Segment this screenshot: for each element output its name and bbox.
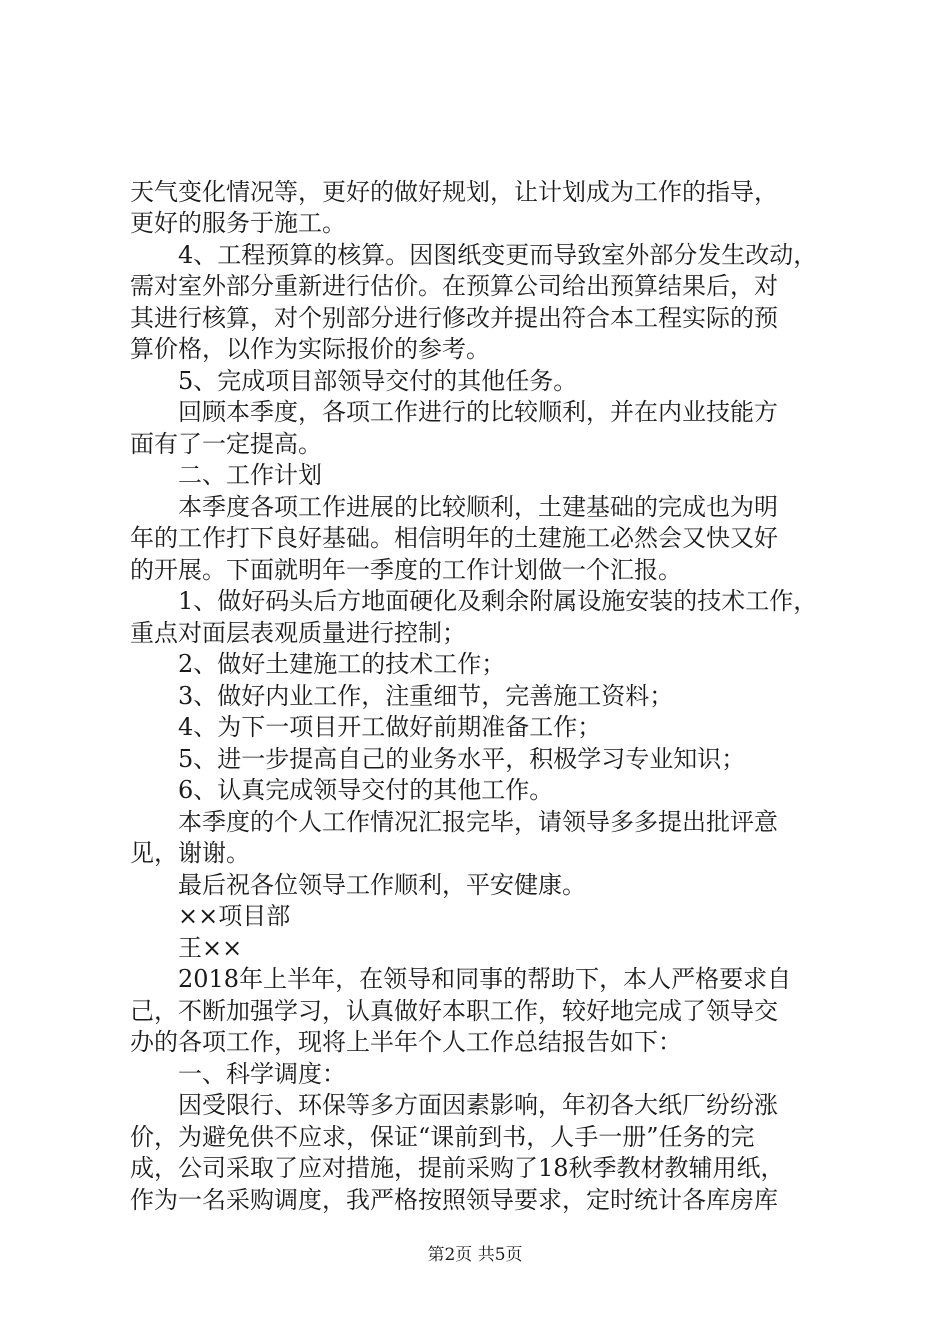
text-line-27: 己，不断加强学习，认真做好本职工作，较好地完成了领导交 [130, 997, 778, 1025]
text-line-8: 回顾本季度，各项工作进行的比较顺利，并在内业技能方 [178, 398, 778, 426]
text-line-13: 的开展。下面就明年一季度的工作计划做一个汇报。 [130, 556, 682, 584]
text-line-26: 2018年上半年，在领导和同事的帮助下，本人严格要求自 [178, 965, 792, 993]
text-line-28: 办的各项工作，现将上半年个人工作总结报告如下： [130, 1028, 682, 1056]
text-line-17: 3、做好内业工作，注重细节，完善施工资料； [178, 682, 674, 710]
text-line-23: 最后祝各位领导工作顺利，平安健康。 [178, 871, 586, 899]
text-line-7: 5、完成项目部领导交付的其他任务。 [178, 367, 578, 395]
signature-name: 王×× [178, 934, 243, 962]
text-line-15: 重点对面层表观质量进行控制； [130, 619, 466, 647]
text-line-20: 6、认真完成领导交付的其他工作。 [178, 776, 554, 804]
text-line-16: 2、做好土建施工的技术工作； [178, 650, 506, 678]
text-line-5: 其进行核算，对个别部分进行修改并提出符合本工程实际的预 [130, 304, 778, 332]
text-line-1: 天气变化情况等，更好的做好规划，让计划成为工作的指导， [130, 178, 778, 206]
text-line-2: 更好的服务于施工。 [130, 209, 346, 237]
text-line-22: 见，谢谢。 [130, 839, 250, 867]
text-line-33: 作为一名采购调度，我严格按照领导要求，定时统计各库房库 [130, 1186, 778, 1214]
section-heading-work-plan: 二、工作计划 [178, 461, 322, 489]
text-line-19: 5、进一步提高自己的业务水平，积极学习专业知识； [178, 745, 746, 773]
text-line-4: 需对室外部分重新进行估价。在预算公司给出预算结果后，对 [130, 272, 778, 300]
text-line-30: 因受限行、环保等多方面因素影响，年初各大纸厂纷纷涨 [178, 1091, 778, 1119]
text-line-18: 4、为下一项目开工做好前期准备工作； [178, 713, 602, 741]
text-line-21: 本季度的个人工作情况汇报完毕，请领导多多提出批评意 [178, 808, 778, 836]
text-line-11: 本季度各项工作进展的比较顺利，土建基础的完成也为明 [178, 493, 778, 521]
section-heading-scheduling: 一、科学调度： [178, 1060, 346, 1088]
text-line-9: 面有了一定提高。 [130, 430, 322, 458]
text-line-31: 价，为避免供不应求，保证“课前到书，人手一册”任务的完 [130, 1123, 755, 1151]
text-line-12: 年的工作打下良好基础。相信明年的土建施工必然会又快又好 [130, 524, 778, 552]
text-line-3: 4、工程预算的核算。因图纸变更而导致室外部分发生改动， [178, 241, 818, 269]
page-number-footer: 第2页 共5页 [427, 1245, 523, 1265]
text-line-6: 算价格，以作为实际报价的参考。 [130, 335, 490, 363]
text-line-14: 1、做好码头后方地面硬化及剩余附属设施安装的技术工作， [178, 587, 818, 615]
text-line-32: 成，公司采取了应对措施，提前采购了18秋季教材教辅用纸， [130, 1154, 785, 1182]
signature-project-dept: ××项目部 [178, 902, 291, 930]
